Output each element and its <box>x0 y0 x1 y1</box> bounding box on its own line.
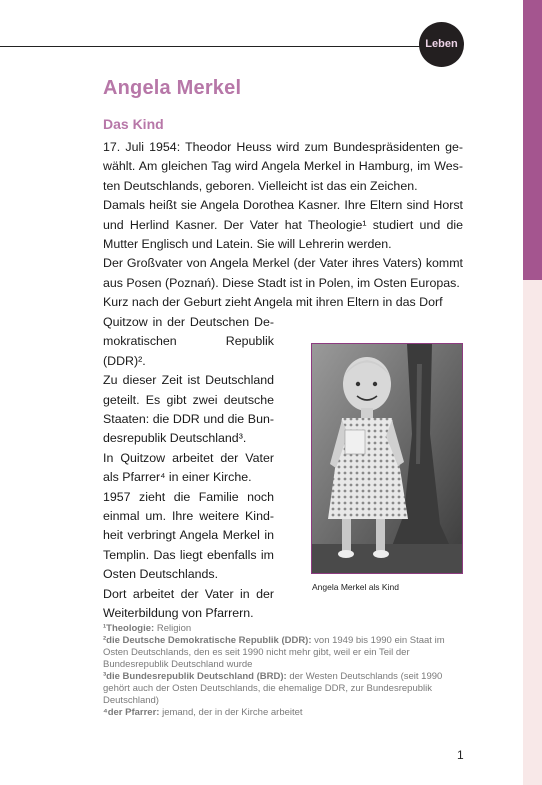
section-subtitle: Das Kind <box>103 116 164 132</box>
side-color-band-light <box>523 280 542 785</box>
footnote-term: ⁴der Pfarrer: <box>103 707 160 718</box>
paragraph: Kurz nach der Geburt zieht Angela mit ihren Eltern in das Dorf <box>103 295 443 310</box>
footnote <box>103 635 463 671</box>
child-photo <box>311 343 463 574</box>
footnotes <box>103 623 463 719</box>
paragraph: Quitzow in der Deutschen Demokratischen Republik (DDR)². <box>103 315 274 368</box>
paragraph: Damals heißt sie Angela Dorothea Kasner. Ihre Eltern sind Horst und Herlind Kasner. Der Vater hat Theologie¹ studiert und die Mutter Englisch und Latein. Sie will Lehrerin werden. <box>103 198 463 252</box>
footnote-term: ²die Deutsche Demokratische Republik (DDR): <box>103 635 312 646</box>
paragraph: 17. Juli 1954: Theodor Heuss wird zum Bundespräsidenten gewählt. Am gleichen Tag wird Angela Merkel in Hamburg, im Westen Deutschlands, geboren. Vielleicht ist das ein Zeichen. <box>103 140 463 193</box>
footnote-text: jemand, der in der Kirche arbeitet <box>159 707 303 718</box>
paragraph: Der Großvater von Angela Merkel (der Vater ihres Vaters) kommt aus Posen (Poznań). Diese Stadt ist in Polen, im Osten Europas. <box>103 256 463 290</box>
body-text-column <box>103 313 274 624</box>
footnote-term: ¹Theologie: <box>103 623 155 634</box>
footnote-text: von 1949 bis 1990 ein Staat im Osten Deutschlands, den es seit 1990 nicht mehr gibt, weil er ein Teil der Bundesrepublik Deutschland wurde <box>103 635 445 670</box>
footnote <box>103 623 463 635</box>
page-number: 1 <box>457 748 464 762</box>
footnote-text: Religion <box>154 623 192 634</box>
photo-caption: Angela Merkel als Kind <box>312 582 399 592</box>
footnote <box>103 671 463 707</box>
paragraph: In Quitzow arbeitet der Vater als Pfarrer⁴ in einer Kirche. <box>103 450 274 485</box>
paragraph: 1957 zieht die Familie noch einmal um. Ihre weitere Kindheit verbringt Angela Merkel in Templin. Das liegt ebenfalls im Osten Deutschlands. <box>103 489 274 582</box>
paragraph: Dort arbeitet der Vater in der Weiterbildung von Pfarrern. <box>103 586 274 621</box>
footnote-text: der Westen Deutschlands (seit 1990 gehört auch der Osten Deutschlands, die ehemalige DDR, zur Bundesrepublik Deutschland) <box>103 671 443 706</box>
section-badge: Leben <box>419 22 464 67</box>
body-text-full-width <box>103 138 463 313</box>
photo-image <box>312 344 462 573</box>
side-color-band <box>523 0 542 280</box>
paragraph: Zu dieser Zeit ist Deutschland geteilt. Es gibt zwei deutsche Staaten: die DDR und die Bundesrepublik Deutschland³. <box>103 373 274 446</box>
page-title: Angela Merkel <box>103 77 242 99</box>
header-rule <box>0 46 430 47</box>
footnote <box>103 707 463 719</box>
footnote-term: ³die Bundesrepublik Deutschland (BRD): <box>103 671 287 682</box>
